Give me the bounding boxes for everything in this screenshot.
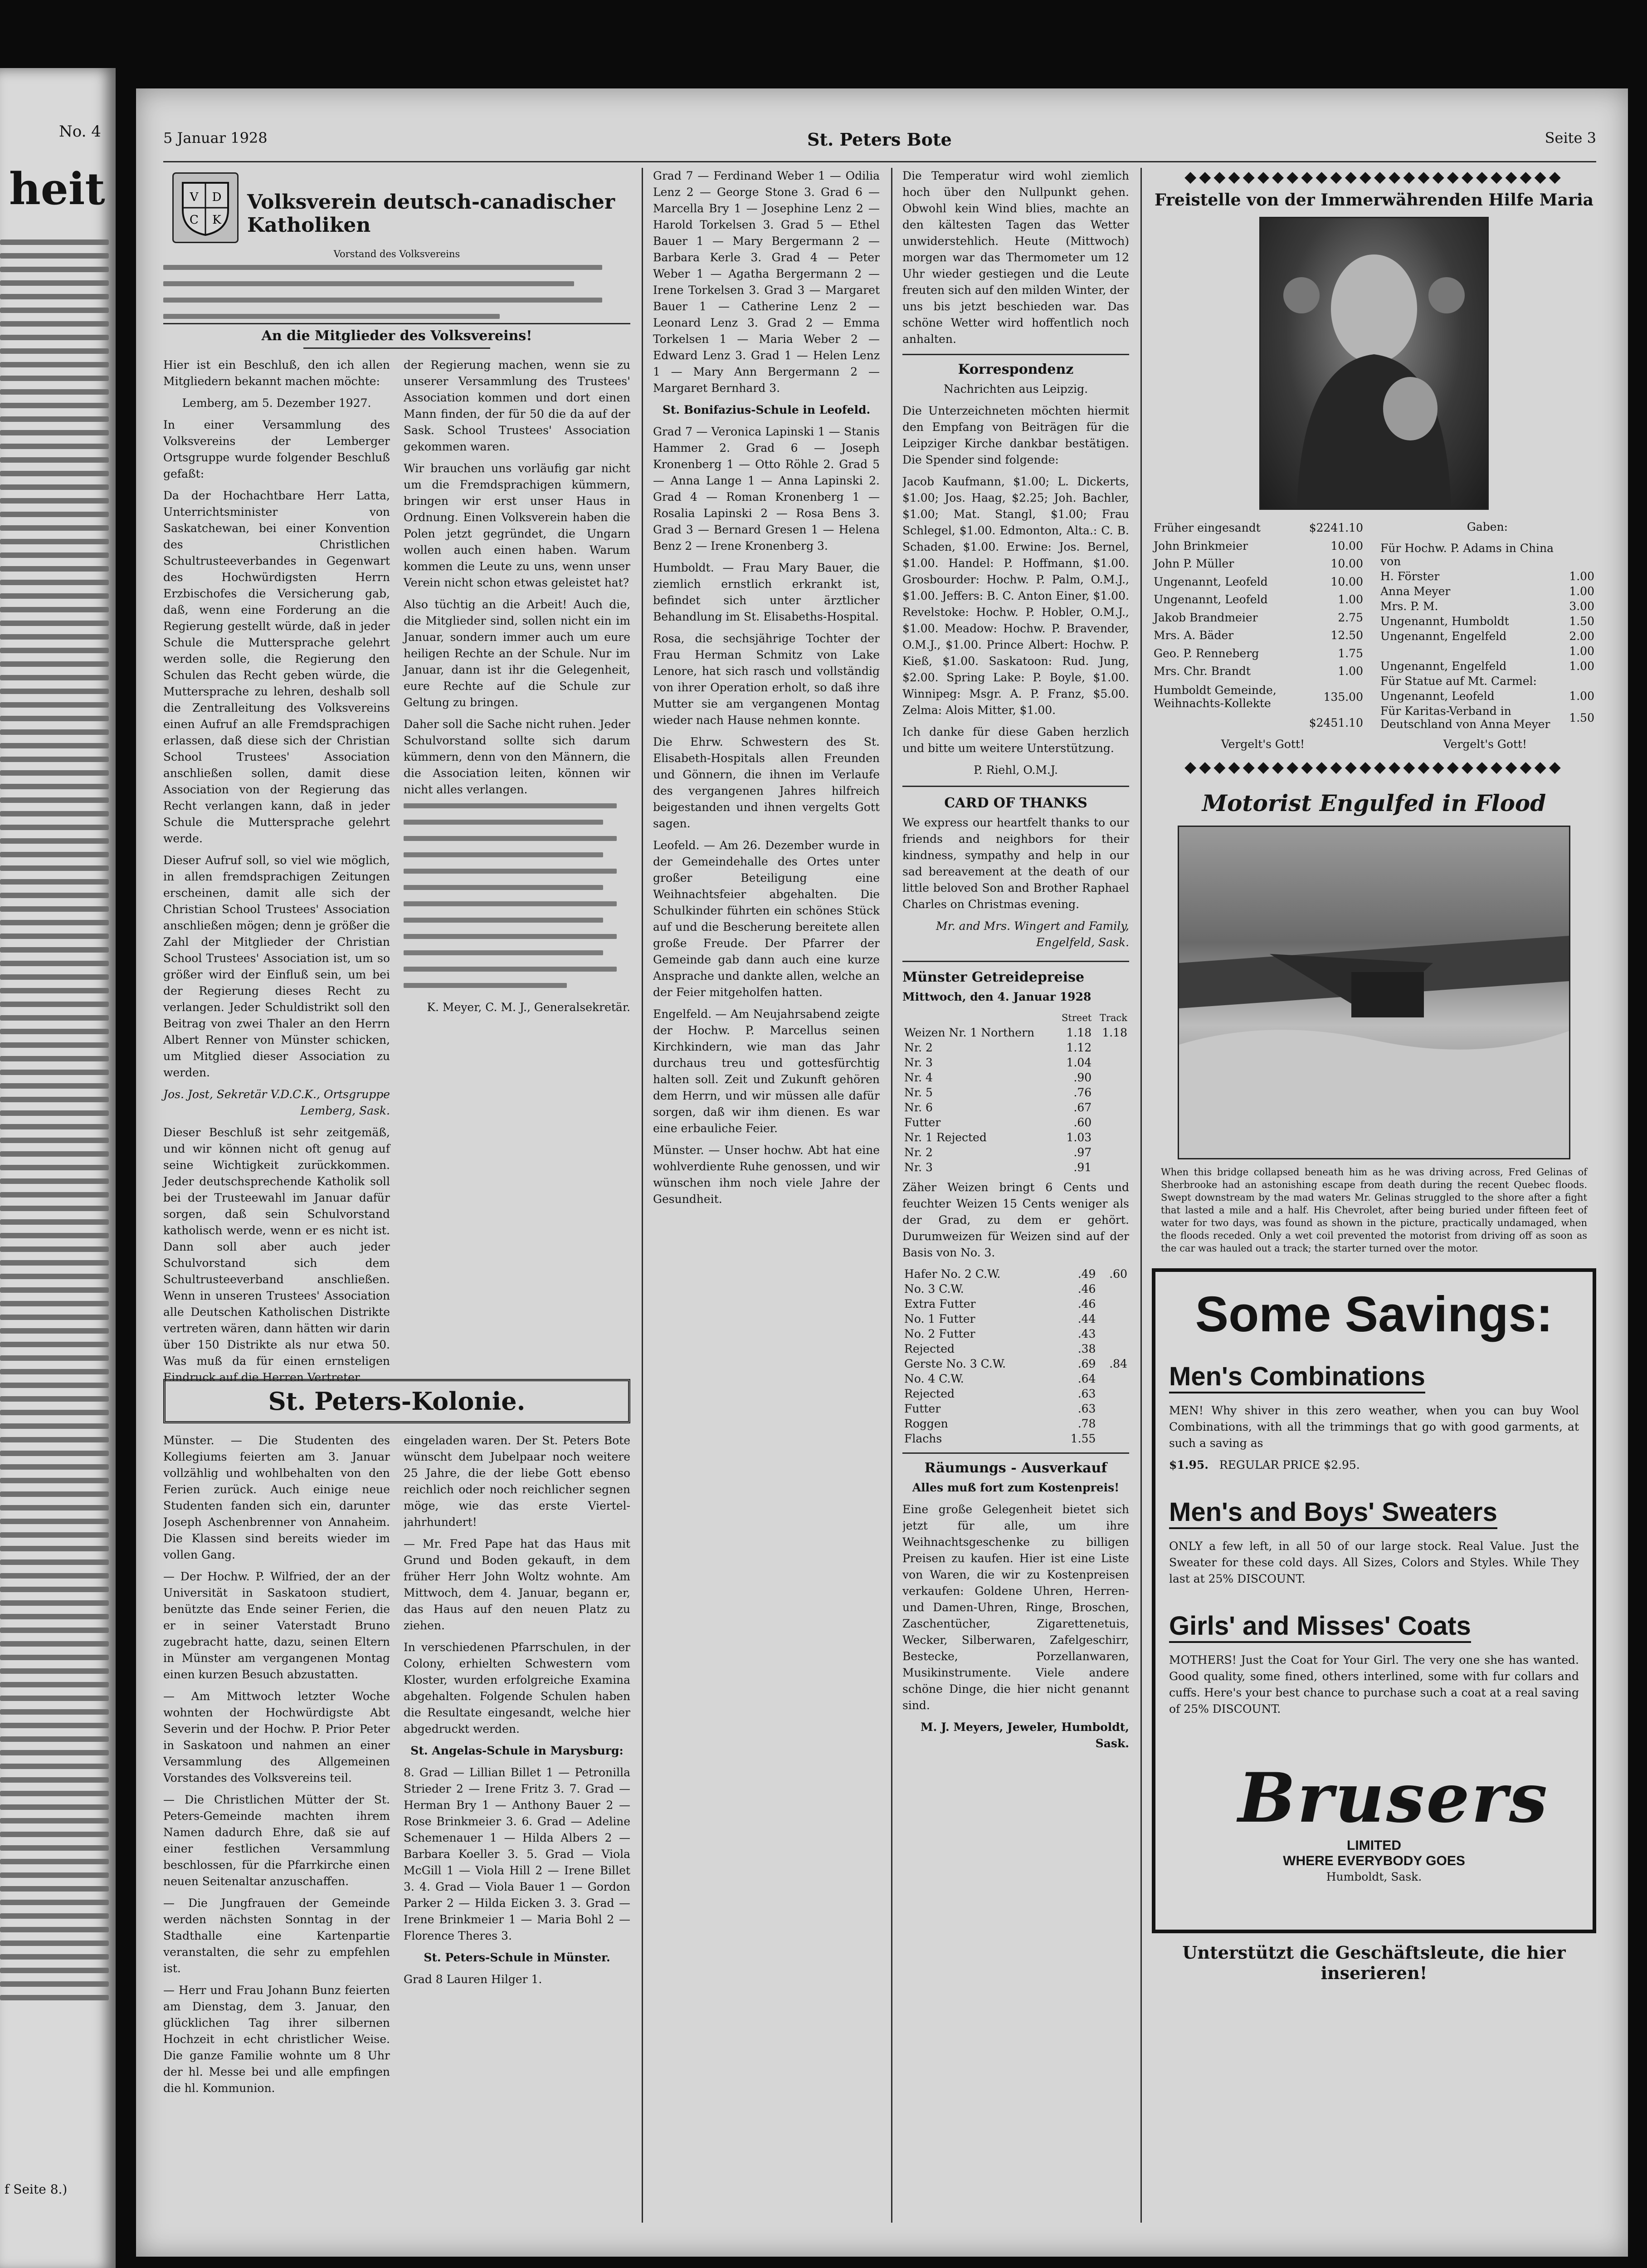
- freistelle-right-cell: [1567, 541, 1596, 569]
- volksverein-place-date: Lemberg, am 5. Dezember 1927.: [182, 396, 371, 410]
- freistelle-left-cell: Jakob Brandmeier: [1154, 611, 1258, 624]
- grain-price-cell: .90: [1073, 1071, 1092, 1084]
- freistelle-right-cell: Für Karitas-Verband in Deutschland von Anna Meyer: [1380, 704, 1550, 731]
- grain-price-2-row: [902, 1401, 1129, 1416]
- brusers-logo-place: Humboldt, Sask.: [1326, 1870, 1422, 1883]
- grain-price-2-cell: [1097, 1431, 1129, 1446]
- ad-coats-text: MOTHERS! Just the Coat for Your Girl. The very one she has wanted. Good quality, some fined, others interlined, some with fur collars and cuffs. Here's your best chance to purchase such a coat at a real saving of 25% DISCOUNT.: [1169, 1653, 1579, 1716]
- korrespondenz-heading: Korrespondenz: [958, 362, 1074, 377]
- volksverein-officers-list: [163, 265, 630, 319]
- freistelle-right-row: [1379, 541, 1596, 569]
- freistelle-lists: [1152, 519, 1596, 732]
- grain-price-2-cell: Futter: [904, 1402, 941, 1415]
- kolonie-item-7: eingeladen waren. Der St. Peters Bote wünscht dem Jubelpaar noch weitere 25 Jahre, die der liebe Gott ebenso reichlich oder noch reichlicher segnen möge, wie das erste Viertel-jahrhundert!: [404, 1434, 630, 1529]
- korrespondenz-subheading: Nachrichten aus Leipzig.: [943, 382, 1088, 396]
- grain-price-2-row: [902, 1311, 1129, 1326]
- grain-price-2-cell: Roggen: [904, 1417, 948, 1430]
- freistelle-right-row: [1379, 674, 1596, 689]
- freistelle-left-cell: 135.00: [1323, 690, 1363, 704]
- grain-price-2-cell: [1097, 1281, 1129, 1296]
- freistelle-left-cell: $2451.10: [1309, 716, 1363, 729]
- grain-price-cell: Nr. 2: [904, 1146, 933, 1159]
- volksverein-officers-label: Vorstand des Volksvereins: [333, 249, 460, 259]
- freistelle-right-cell: 1.00: [1569, 585, 1594, 598]
- freistelle-right-heading: Gaben:: [1467, 520, 1508, 533]
- grain-price-cell: 1.18: [1102, 1026, 1127, 1039]
- schools-column: [653, 168, 880, 2223]
- freistelle-left-row: [1152, 519, 1365, 537]
- grain-price-2-cell: Rejected: [904, 1387, 955, 1400]
- grain-price-cell: [1093, 1160, 1129, 1175]
- volksverein-para-4: Dieser Beschluß ist sehr zeitgemäß, und wir können nicht oft genug auf seine Wichtigkeit zurückkommen. Jeder deutschsprechende Katholik soll bei der Trusteewahl im Januar dafür sorgen, daß sein Schulvorstand katholisch werde, wenn er es nicht ist. Dann soll aber auch jeder Schulvorstand sich dem Schultrusteeverband anschließen. Wenn in unseren Trustees' Association alle Deutschen Katholischen Distrikte vertreten wären, dann hätten wir darin über 150 Distrikte als nur etwa 50. Was muß da für einen ernsteligen Eindruck auf die Herren Vertreter: [163, 1126, 390, 1384]
- volksverein-signature: Jos. Jost, Sekretär V.D.C.K., Ortsgruppe Lemberg, Sask.: [163, 1088, 390, 1117]
- card-of-thanks-title: CARD OF THANKS: [944, 795, 1087, 811]
- freistelle-left-cell: Ungenannt, Leofeld: [1154, 593, 1268, 606]
- korrespondenz-text: Die Unterzeichneten möchten hiermit den Empfang von Beiträgen für die Leipziger Kirche dankbar bestätigen. Die Spender sind folgende:: [902, 404, 1129, 466]
- facing-page-footer: f Seite 8.): [5, 2182, 68, 2197]
- ad-combinations-text: MEN! Why shiver in this zero weather, when you can buy Wool Combinations, with all the trimmings that go with good garments, at such a saving as: [1169, 1404, 1579, 1450]
- freistelle-left-cell: 1.75: [1338, 646, 1363, 660]
- freistelle-thanks-left: Vergelt's Gott!: [1221, 738, 1305, 751]
- grain-price-2-cell: Hafer No. 2 C.W.: [904, 1267, 1001, 1281]
- grain-price-row: [902, 1025, 1129, 1040]
- grain-price-row: [902, 1085, 1129, 1100]
- grain-price-2-cell: [1097, 1341, 1129, 1356]
- freistelle-left-cell: Früher eingesandt: [1154, 521, 1261, 535]
- grain-price-row: [902, 1130, 1129, 1145]
- volksverein-columns: [163, 357, 630, 1391]
- korrespondenz-signature: P. Riehl, O.M.J.: [974, 763, 1058, 777]
- svg-text:K: K: [212, 213, 221, 227]
- grain-price-2-cell: Flachs: [904, 1432, 942, 1445]
- ad-section-sweaters: Men's and Boys' Sweaters: [1169, 1497, 1497, 1529]
- freistelle-left-row: [1152, 714, 1365, 732]
- freistelle-right-cell: [1379, 644, 1567, 659]
- kolonie-item-5: — Die Jungfrauen der Gemeinde werden nächsten Sonntag in der Stadthalle eine Kartenpartie veranstalten, die sehr zu empfehlen ist.: [163, 1897, 390, 1975]
- volksverein-col-b: [404, 357, 630, 1391]
- freistelle-left-cell: Ungenannt, Leofeld: [1154, 575, 1268, 588]
- grain-price-2-cell: [1097, 1296, 1129, 1311]
- grain-prices: [902, 969, 1129, 1446]
- volksverein-text-continued: [404, 803, 630, 994]
- madonna-icon-image: [1259, 217, 1489, 510]
- freistelle-title: Freistelle von der Immerwährenden Hilfe Maria: [1155, 191, 1593, 210]
- freistelle-right-cell: Anna Meyer: [1380, 585, 1451, 598]
- grain-price-cell: Nr. 3: [904, 1056, 933, 1069]
- grain-price-2-cell: .63: [1077, 1402, 1096, 1415]
- brusers-logo: [1238, 1758, 1550, 1885]
- schools-heading-leofeld: St. Bonifazius-Schule in Leofeld.: [662, 403, 871, 416]
- page-number: Seite 3: [1545, 129, 1596, 147]
- schools-humboldt-b: Rosa, die sechsjährige Tochter der Frau Herman Schmitz von Lake Lenore, hat sich rasch und vollständig von ihrer Operation erholt, so daß ihre Mutter sie am vergangenen Montag wieder nach Hause nehmen konnte.: [653, 632, 880, 727]
- grain-price-2-cell: .60: [1109, 1267, 1127, 1281]
- freistelle-right-cell: 1.00: [1569, 645, 1594, 658]
- freistelle-ornament-top: ◆◆◆◆◆◆◆◆◆◆◆◆◆◆◆◆◆◆◆◆◆◆◆◆◆◆: [1184, 168, 1564, 186]
- grain-price-cell: [1093, 1085, 1129, 1100]
- freistelle-right-table: [1379, 541, 1596, 732]
- freistelle-right-cell: Für Hochw. P. Adams in China von: [1380, 542, 1554, 568]
- freistelle-left-row: [1152, 644, 1365, 662]
- grain-price-cell: [1093, 1055, 1129, 1070]
- freistelle-left-cell: John P. Müller: [1154, 557, 1234, 571]
- volksverein-intro: Hier ist ein Beschluß, den ich allen Mitgliedern bekannt machen möchte:: [163, 358, 390, 388]
- volksverein-title: Volksverein deutsch-canadischer Katholiken: [247, 191, 615, 237]
- grain-price-2-cell: [1097, 1416, 1129, 1431]
- grain-price-2-cell: [1097, 1311, 1129, 1326]
- freistelle-left-cell: 12.50: [1330, 629, 1363, 642]
- grain-price-2-cell: .46: [1077, 1297, 1096, 1310]
- weather-text: Die Temperatur wird wohl ziemlich hoch über den Nullpunkt gehen. Obwohl kein Wind blies, machte an den kältesten Tagen das Wetter unwiderstehlich. Heute (Mittwoch) morgen war das Thermometer um 12 Uhr wieder gestiegen und die Leute freuten sich auf den milden Winter, der uns bis jetzt beschieden war. Das schöne Wetter wird hoffentlich noch anhalten.: [902, 169, 1129, 346]
- grain-price-2-cell: .69: [1077, 1357, 1096, 1370]
- grain-col-track: Track: [1099, 1012, 1127, 1023]
- grain-prices-table-2: [902, 1266, 1129, 1446]
- freistelle-right-row: [1379, 569, 1596, 584]
- freistelle-left-row: [1152, 626, 1365, 644]
- freistelle-right-row: [1379, 629, 1596, 644]
- brusers-logo-limited: LIMITED: [1347, 1838, 1401, 1853]
- freistelle-left-row: [1152, 572, 1365, 590]
- volksverein-heading-rule: [303, 347, 490, 349]
- grain-price-row: [902, 1115, 1129, 1130]
- svg-text:C: C: [190, 213, 199, 227]
- korrespondenz-thanks: Ich danke für diese Gaben herzlich und bitte um weitere Unterstützung.: [902, 725, 1129, 755]
- kolonie-grades-marysburg: 8. Grad — Lillian Billet 1 — Petronilla Strieder 2 — Irene Fritz 3. 7. Grad — Herman Bry 1 — Anthony Bauer 2 — Rose Brinkmeier 3. 6. Grad — Adeline Schemenauer 1 — Hilda Albers 2 — Barbara Koeller 3. 5. Grad — Viola McGill 1 — Viola Hill 2 — Irene Billet 3. 4. Grad — Viola Bauer 1 — Gordon Parker 2 — Hilda Eicken 3. 3. Grad — Irene Brinkmeier 1 — Maria Bohl 2 — Florence Theres 3.: [404, 1766, 630, 1942]
- brusers-logo-tagline: WHERE EVERYBODY GOES: [1283, 1853, 1465, 1868]
- grain-price-cell: 1.18: [1066, 1026, 1092, 1039]
- korrespondenz-donors: Jacob Kaufmann, $1.00; L. Dickerts, $1.00; Jos. Haag, $2.25; Joh. Bachler, $1.00; Mat. Stangl, $1.00; Frau Schlegel, $1.00. Edmonton, Alta.: C. B. Schaden, $1.00. Erwine: Jos. Bernel, $1.00. Handel: P. Hoffmann, $1.00. Grosbourder: Hochw. P. Palm, O.M.J., $1.00. Jeffers: B. C. Anton Einer, $1.00. Revelstoke: Hochw. P. Hobler, O.M.J., $1.00. Meadow: Hochw. P. Bravender, O.M.J., $1.00. Prince Albert: Hochw. P. Kieß, $1.00. Saskatoon: Rud. Jung, $2.00. Spring Lake: P. Boyle, $1.00. Winnipeg: Msgr. A. P. Franz, $5.00. Zelma: Alois Mitter, $1.00.: [902, 475, 1129, 717]
- header-rule: [163, 161, 1596, 162]
- ad-section-coats: Girls' and Misses' Coats: [1169, 1611, 1471, 1643]
- freistelle-left-row: [1152, 555, 1365, 572]
- volksverein-para-1: In einer Versammlung des Volksvereins der Lemberger Ortsgruppe wurde folgender Beschluß gefaßt:: [163, 418, 390, 480]
- freistelle-right-cell: 1.00: [1569, 660, 1594, 673]
- grain-price-2-row: [902, 1416, 1129, 1431]
- freistelle-right-row: [1379, 704, 1596, 732]
- freistelle-right-cell: 1.00: [1569, 689, 1594, 703]
- ad-sweaters-text: ONLY a few left, in all 50 of our large stock. Real Value. Just the Sweater for these cold days. All Sizes, Colors and Styles. While They last at 25% DISCOUNT.: [1169, 1540, 1579, 1585]
- grain-price-cell: [1093, 1145, 1129, 1160]
- ausverkauf-rule: [902, 1452, 1129, 1454]
- freistelle-left-row: [1152, 662, 1365, 680]
- grain-price-cell: [1093, 1040, 1129, 1055]
- freistelle-left-cell: John Brinkmeier: [1154, 539, 1248, 552]
- grain-prices-table: [902, 1011, 1129, 1175]
- freistelle-ornament-bottom: ◆◆◆◆◆◆◆◆◆◆◆◆◆◆◆◆◆◆◆◆◆◆◆◆◆◆: [1184, 758, 1564, 776]
- flood-caption: When this bridge collapsed beneath him as he was driving across, Fred Gelinas of Sherbrooke had an astonishing escape from death during the recent Quebec floods. Swept downstream by the mad waters Mr. Gelinas struggled to the shore after a fight that lasted a mile and a half. His Chevrolet, after being buried under fifteen feet of water for two days, was found as shown in the picture, practically undamaged, when the floods receded. Only a wet coil prevented the motorist from driving off as soon as the car was hauled out a track; the starter turned over the motor.: [1161, 1167, 1587, 1254]
- facing-page-number: No. 4: [59, 122, 101, 141]
- card-of-thanks-signature: Mr. and Mrs. Wingert and Family, Engelfeld, Sask.: [936, 919, 1129, 949]
- freistelle-left-cell: 2.75: [1338, 611, 1363, 624]
- grain-price-2-cell: .46: [1077, 1282, 1096, 1295]
- ausverkauf-subtitle: Alles muß fort zum Kostenpreis!: [912, 1481, 1120, 1494]
- grain-price-cell: [1093, 1100, 1129, 1115]
- freistelle-right: [1379, 519, 1596, 732]
- grain-price-row: [902, 1055, 1129, 1070]
- grain-price-2-cell: [1097, 1386, 1129, 1401]
- grain-prices-title: Münster Getreidepreise: [902, 969, 1085, 985]
- ad-title: Some Savings:: [1195, 1286, 1553, 1342]
- freistelle-thanks-right: Vergelt's Gott!: [1443, 738, 1527, 751]
- grain-price-2-cell: .84: [1109, 1357, 1127, 1370]
- flood-photo: [1178, 826, 1570, 1159]
- newspaper-page: [136, 88, 1628, 2257]
- schools-humboldt-c: Die Ehrw. Schwestern des St. Elisabeth-Hospitals allen Freunden und Gönnern, die ihnen im Verlaufe des vergangenen Jahres hilfreich beigestanden und ihnen vergelts Gott sagen.: [653, 735, 880, 830]
- grain-price-2-cell: Rejected: [904, 1342, 955, 1355]
- freistelle-right-row: [1379, 644, 1596, 659]
- grain-price-2-cell: Extra Futter: [904, 1297, 976, 1310]
- schools-engelfeld: Engelfeld. — Am Neujahrsabend zeigte der Hochw. P. Marcellus seinen Kirchkindern, wie man das Jahr durchaus treu und gottesfürchtig halten soll. Zeit und Zukunft gehören dem Herrn, und wir müssen alle dafür sorgen, daß wir ihm dienen. Es war eine erbauliche Feier.: [653, 1007, 880, 1135]
- grain-price-row: [902, 1070, 1129, 1085]
- grain-price-row: [902, 1160, 1129, 1175]
- kolonie-col-b: [404, 1432, 630, 2176]
- grain-price-2-cell: Gerste No. 3 C.W.: [904, 1357, 1006, 1370]
- grain-price-2-cell: .63: [1077, 1387, 1096, 1400]
- grain-price-2-cell: .43: [1077, 1327, 1096, 1340]
- grain-price-cell: 1.12: [1066, 1041, 1092, 1054]
- kolonie-section: [163, 1379, 630, 2176]
- volksverein-para-8: Daher soll die Sache nicht ruhen. Jeder Schulvorstand sollte sich darum kümmern, denn von den Männern, die die Association leiten, können wir nicht alles verlangen.: [404, 718, 630, 796]
- grain-price-2-cell: [1097, 1401, 1129, 1416]
- freistelle-left-table: [1152, 519, 1365, 732]
- freistelle-right-row: [1379, 689, 1596, 704]
- grain-price-cell: [1093, 1115, 1129, 1130]
- volksverein-rule: [163, 323, 630, 324]
- svg-text:D: D: [212, 191, 222, 204]
- freistelle-left-cell: Mrs. Chr. Brandt: [1154, 664, 1251, 678]
- card-of-thanks-text: We express our heartfelt thanks to our friends and neighbors for their kindness, sympathy and help in our sad bereavement at the death of our little beloved Son and Brother Raphael Charles on Christmas evening.: [902, 816, 1129, 911]
- grain-price-2-cell: .44: [1077, 1312, 1096, 1325]
- grain-price-2-cell: [1097, 1371, 1129, 1386]
- ad-section-combinations: Men's Combinations: [1169, 1361, 1425, 1393]
- svg-text:V: V: [190, 191, 199, 204]
- freistelle-right-cell: 3.00: [1569, 600, 1594, 613]
- flood-photo-scene: [1179, 827, 1569, 1158]
- freistelle-right-cell: [1567, 674, 1596, 689]
- freistelle-left-cell: Mrs. A. Bäder: [1154, 629, 1234, 642]
- emblem-shield-icon: [178, 178, 233, 237]
- grain-price-2-cell: .78: [1077, 1417, 1096, 1430]
- grain-price-cell: Weizen Nr. 1 Northern: [904, 1026, 1035, 1039]
- kolonie-columns: [163, 1432, 630, 2176]
- grain-price-2-row: [902, 1281, 1129, 1296]
- freistelle-thanks: [1152, 736, 1596, 758]
- freistelle-right-cell: 2.00: [1569, 630, 1594, 643]
- grain-price-2-cell: .49: [1077, 1267, 1096, 1281]
- freistelle-left-row: [1152, 608, 1365, 626]
- facing-page-headline: heit: [9, 163, 105, 215]
- grain-price-2-row: [902, 1326, 1129, 1341]
- ausverkauf-text: Eine große Gelegenheit bietet sich jetzt für alle, um ihre Weihnachtsgeschenke zu billigen Preisen zu kaufen. Hier ist eine Liste von Waren, die wir zu Kostenpreisen verkaufen: Goldene Uhren, Herren- und Damen-Uhren, Ringe, Broschen, Zaschentücher, Zigarettenetuis, Wecker, Silberwaren, Zafelgeschirr, Bestecke, Porzellanwaren, Musikinstrumente. Viele andere schöne Dinge, die hier nicht genannt sind.: [902, 1503, 1129, 1712]
- grain-price-2-cell: No. 1 Futter: [904, 1312, 975, 1325]
- facing-page-edge: [0, 68, 116, 2268]
- news-column: [902, 168, 1129, 2223]
- grain-price-2-cell: No. 4 C.W.: [904, 1372, 964, 1385]
- grain-price-cell: Nr. 5: [904, 1086, 933, 1099]
- freistelle-right-cell: Ungenannt, Engelfeld: [1380, 660, 1507, 673]
- ausverkauf-signature: M. J. Meyers, Jeweler, Humboldt, Sask.: [921, 1721, 1129, 1750]
- grain-col-street: Street: [1062, 1012, 1092, 1023]
- kolonie-banner: St. Peters-Kolonie.: [163, 1379, 630, 1423]
- freistelle-right-row: [1379, 599, 1596, 614]
- freistelle-right-cell: 1.50: [1569, 615, 1594, 628]
- freistelle-right-row: [1379, 614, 1596, 629]
- freistelle-right-cell: Für Statue auf Mt. Carmel:: [1380, 675, 1537, 688]
- freistelle-right-cell: Ungenannt, Leofeld: [1380, 689, 1495, 703]
- schools-humboldt: Humboldt. — Frau Mary Bauer, die ziemlich ernstlich erkrankt ist, befindet sich unter ärztlicher Behandlung im St. Elisabeths-Hospital.: [653, 561, 880, 623]
- freistelle-left-cell: Geo. P. Renneberg: [1154, 646, 1259, 660]
- grain-prices-note: Zäher Weizen bringt 6 Cents und feuchter Weizen 15 Cents weniger als der Grad, zu dem er gehört. Durumweizen für Weizen sind auf der Basis von No. 3.: [902, 1181, 1129, 1259]
- grain-price-cell: [1093, 1130, 1129, 1145]
- volksverein-section: [163, 168, 630, 1391]
- kolonie-grades-muenster: Grad 8 Lauren Hilger 1.: [404, 1973, 542, 1986]
- kolonie-col-a: [163, 1432, 390, 2176]
- ausverkauf-title: Räumungs - Ausverkauf: [924, 1460, 1107, 1476]
- ad-combinations-price: [1169, 1457, 1579, 1473]
- newspaper-title: St. Peters Bote: [807, 129, 952, 150]
- column-rule-2: [891, 168, 892, 2223]
- issue-date: 5 Januar 1928: [163, 129, 268, 147]
- kolonie-item-9: In verschiedenen Pfarrschulen, in der Colony, erhielten Schwestern vom Kloster, wurden erfolgreiche Examina abgehalten. Folgende Schulen haben die Resultate eingesandt, welche hier abgedruckt werden.: [404, 1641, 630, 1735]
- freistelle-right-cell: 1.00: [1569, 570, 1594, 583]
- freistelle-left-cell: 1.00: [1338, 664, 1363, 678]
- column-rule-3: [1140, 168, 1142, 2223]
- kolonie-item-2: — Der Hochw. P. Wilfried, der an der Universität in Saskatoon studiert, benützte das Ende seiner Ferien, die er in seiner Vaterstadt Bruno zugebracht hatte, dazu, seinen Eltern in Münster am vergangenen Montag einen kurzen Besuch abzustatten.: [163, 1570, 390, 1681]
- kolonie-item-4: — Die Christlichen Mütter der St. Peters-Gemeinde machten ihrem Namen dadurch Ehre, daß sie auf einer festlichen Versammlung beschlossen, für die Pfarrkirche einen neuen Seitenaltar anzuschaffen.: [163, 1793, 390, 1888]
- grain-price-row: [902, 1145, 1129, 1160]
- freistelle-right-row: [1379, 659, 1596, 674]
- grain-price-2-row: [902, 1371, 1129, 1386]
- volksverein-para-7: Also tüchtig an die Arbeit! Auch die, die Mitglieder sind, sollen nicht ein im Januar, sondern immer auch um eure heiligen Rechte an der Schule. Nur im Januar, dann ist ihr die Gelegenheit, eure Rechte auf die Schule zur Geltung zu bringen.: [404, 598, 630, 709]
- grain-price-cell: .76: [1073, 1086, 1092, 1099]
- freistelle-left-cell: [1152, 714, 1307, 732]
- kolonie-heading-muenster: St. Peters-Schule in Münster.: [424, 1951, 610, 1964]
- kolonie-item-6: — Herr und Frau Johann Bunz feierten am Dienstag, dem 3. Januar, den glücklichen Tag ihrer silbernen Hochzeit in echt christlicher Weise. Die ganze Familie wohnte um 8 Uhr der hl. Messe bei und alle empfingen die hl. Kommunion.: [163, 1984, 390, 2095]
- grain-price-2-cell: .64: [1077, 1372, 1096, 1385]
- grain-price-row: [902, 1100, 1129, 1115]
- grain-price-2-row: [902, 1341, 1129, 1356]
- grain-price-cell: Nr. 2: [904, 1041, 933, 1054]
- grain-price-2-cell: No. 3 C.W.: [904, 1282, 964, 1295]
- grain-price-cell: [1093, 1070, 1129, 1085]
- schools-muenster: Münster. — Unser hochw. Abt hat eine wohlverdiente Ruhe genossen, und wir wünschen ihm noch viele Jahre der Gesundheit.: [653, 1144, 880, 1206]
- grain-price-cell: Nr. 3: [904, 1161, 933, 1174]
- freistelle-left-row: [1152, 591, 1365, 608]
- page-header: [163, 129, 1596, 156]
- freistelle-left-cell: 10.00: [1330, 557, 1363, 571]
- volksverein-para-6: Wir brauchen uns vorläufig gar nicht um die Fremdsprachigen kümmern, bringen wir erst unser Haus in Ordnung. Einen Volksverein haben die Polen jetzt gegründet, die Ungarn wollen auch einen haben. Warum kommen die Leute zu uns, wenn unser Verein nicht schon etwas geleistet hat?: [404, 462, 630, 589]
- freistelle-left-cell: 1.00: [1338, 593, 1363, 606]
- madonna-icon: [1261, 218, 1487, 508]
- freistelle-right-cell: Ungenannt, Humboldt: [1380, 615, 1509, 628]
- grain-price-row: [902, 1040, 1129, 1055]
- volksverein-heading: An die Mitglieder des Volksvereins!: [261, 328, 532, 344]
- freistelle-right-cell: Ungenannt, Engelfeld: [1380, 630, 1507, 643]
- advertisers-footer: Unterstützt die Geschäftsleute, die hier inserieren!: [1182, 1942, 1566, 1983]
- grain-price-2-row: [902, 1386, 1129, 1401]
- card-of-thanks: [902, 786, 1129, 962]
- grain-price-cell: .97: [1073, 1146, 1092, 1159]
- grain-price-2-cell: No. 2 Futter: [904, 1327, 975, 1340]
- kolonie-heading-marysburg: St. Angelas-Schule in Marysburg:: [410, 1744, 624, 1757]
- kolonie-item-3: — Am Mittwoch letzter Woche wohnten der Hochwürdigste Abt Severin und der Hochw. P. Prior Peter in Saskatoon und nahmen an einer Versammlung des Allgemeinen Vorstandes des Volksvereins teil.: [163, 1690, 390, 1784]
- freistelle-left-cell: Humboldt Gemeinde, Weihnachts-Kollekte: [1154, 684, 1277, 710]
- grain-price-cell: Nr. 1 Rejected: [904, 1131, 987, 1144]
- freistelle-left-cell: 10.00: [1330, 575, 1363, 588]
- freistelle-left-row: [1152, 680, 1365, 714]
- freistelle-right-cell: Mrs. P. M.: [1380, 600, 1438, 613]
- facing-page-text: [0, 231, 113, 2000]
- ad-regular-price: REGULAR PRICE $2.95.: [1219, 1458, 1360, 1471]
- grain-prices-date: Mittwoch, den 4. Januar 1928: [902, 990, 1092, 1003]
- grain-price-cell: Nr. 4: [904, 1071, 933, 1084]
- flood-title: Motorist Engulfed in Flood: [1202, 790, 1546, 816]
- schools-leofeld: Leofeld. — Am 26. Dezember wurde in der Gemeindehalle des Ortes unter großer Beteiligung eine Weihnachtsfeier abgehalten. Die Schulkinder führten ein schönes Stück auf und die Bescherung bereitete allen große Freude. Der Pfarrer der Gemeinde gab dann auch eine kurze Ansprache und dankte allen, welche an der Feier mitgeholfen hatten.: [653, 839, 880, 999]
- grain-price-cell: .60: [1073, 1116, 1092, 1129]
- volksverein-para-2: Da der Hochachtbare Herr Latta, Unterrichtsminister von Saskatchewan, bei einer Konvention des Christlichen Schultrusteeverbandes in Gegenwart des Hochwürdigsten Herrn Erzbischofes die Versicherung gab, daß, wenn eine Forderung an die Regierung gestellt würde, daß in jeder Schule die Muttersprache gelehrt werden solle, die Regierung den Schulen das Recht geben würde, die Muttersprache zu lehren, deshalb soll die Zentralleitung des Volksvereins einen Aufruf an alle Fremdsprachigen erlassen, daß diese sich der Christian School Trustees' Association anschließen sollen, damit diese Association von der Regierung das Recht verlangen kann, daß in jeder Schule die Muttersprache gelehrt werde.: [163, 489, 390, 845]
- korrespondenz-rule: [902, 354, 1129, 355]
- brusers-ad: [1152, 1268, 1596, 1933]
- kolonie-item-8: — Mr. Fred Pape hat das Haus mit Grund und Boden gekauft, in dem früher Herr John Woltz wohnte. Am Mittwoch, dem 4. Januar, begann er, das Haus auf den neuen Platz zu ziehen.: [404, 1537, 630, 1632]
- grain-price-cell: Futter: [904, 1116, 941, 1129]
- grain-price-cell: .91: [1073, 1161, 1092, 1174]
- volksverein-para-3: Dieser Aufruf soll, so viel wie möglich, in allen fremdsprachigen Zeitungen erscheinen, damit alle sich der Christian School Trustees' Association anschließen mögen; denn je größer die Zahl der Mitglieder der Christian School Trustees' Association ist, um so größer wird der Einfluß sein, um bei der Regierung dieses Recht zu verlangen. Jeder Schuldistrikt soll den Beitrag von zwei Thaler an den Herrn Albert Renner von Münster schicken, um Mitglied dieser Association zu werden.: [163, 854, 390, 1079]
- grain-prices-header-row: [902, 1011, 1129, 1025]
- grain-price-cell: Nr. 6: [904, 1101, 933, 1114]
- grain-price-2-row: [902, 1431, 1129, 1446]
- grain-price-cell: 1.04: [1066, 1056, 1092, 1069]
- column-rule-1: [642, 168, 643, 2223]
- volksverein-masthead: [163, 168, 630, 245]
- freistelle-left-cell: 10.00: [1330, 539, 1363, 552]
- brusers-logo-name: Brusers: [1238, 1758, 1550, 1838]
- freistelle-left-cell: $2241.10: [1309, 521, 1363, 535]
- schools-grades-leofeld: Grad 7 — Veronica Lapinski 1 — Stanis Hammer 2. Grad 6 — Joseph Kronenberg 1 — Otto Röhle 2. Grad 5 — Anna Lange 1 — Anna Lapinski 2. Grad 4 — Roman Kronenberg 1 — Rosalia Lapinski 2 — Rosa Bens 3. Grad 3 — Bernard Gresen 1 — Helena Benz 2 — Irene Kronenberg 3.: [653, 425, 880, 552]
- grain-price-2-cell: 1.55: [1070, 1432, 1096, 1445]
- grain-price-2-row: [902, 1266, 1129, 1281]
- grain-price-2-cell: .38: [1077, 1342, 1096, 1355]
- volksverein-para-5: der Regierung machen, wenn sie zu unserer Versammlung des Trustees' Association kommen und dort einen Mann finden, der für 50 die da auf der Sask. School Trustees' Association gekommen waren.: [404, 358, 630, 453]
- kolonie-item-1: Münster. — Die Studenten des Kollegiums feierten am 3. Januar vollzählig und wohlbehalten von den Ferien zurück. Auch einige neue Studenten fanden sich ein, darunter Joseph Aschenbrenner von Annaheim. Die Klassen sind bereits wieder im vollen Gang.: [163, 1434, 390, 1561]
- schools-grades-top: Grad 7 — Ferdinand Weber 1 — Odilia Lenz 2 — George Stone 3. Grad 6 — Marcella Bry 1 — Josephine Lenz 2 — Harold Torkelsen 3. Grad 5 — Ethel Bauer 1 — Mary Bergermann 2 — Barbara Kerle 3. Grad 4 — Peter Weber 1 — Agatha Bergermann 2 — Irene Torkelsen 3. Grad 3 — Margaret Bauer 1 — Catherine Lenz 2 — Leonard Lenz 3. Grad 2 — Emma Torkelsen 1 — Maria Weber 2 — Edward Lenz 3. Grad 1 — Helen Lenz 1 — Mary Ann Bergermann 2 — Margaret Bernhard 3.: [653, 169, 880, 395]
- freistelle-right-row: [1379, 584, 1596, 599]
- right-section: [1152, 168, 1596, 1987]
- grain-price-2-row: [902, 1296, 1129, 1311]
- grain-price-cell: .67: [1073, 1101, 1092, 1114]
- freistelle-right-cell: H. Förster: [1380, 570, 1440, 583]
- volksverein-signoff: K. Meyer, C. M. J., Generalsekretär.: [427, 1001, 630, 1014]
- volksverein-col-a: [163, 357, 390, 1391]
- volksverein-emblem-icon: [172, 172, 239, 243]
- ad-price: $1.95.: [1169, 1458, 1208, 1471]
- freistelle-right-cell: 1.50: [1569, 711, 1594, 724]
- grain-price-2-row: [902, 1356, 1129, 1371]
- grain-price-cell: 1.03: [1066, 1131, 1092, 1144]
- grain-price-2-cell: [1097, 1326, 1129, 1341]
- freistelle-left-row: [1152, 537, 1365, 554]
